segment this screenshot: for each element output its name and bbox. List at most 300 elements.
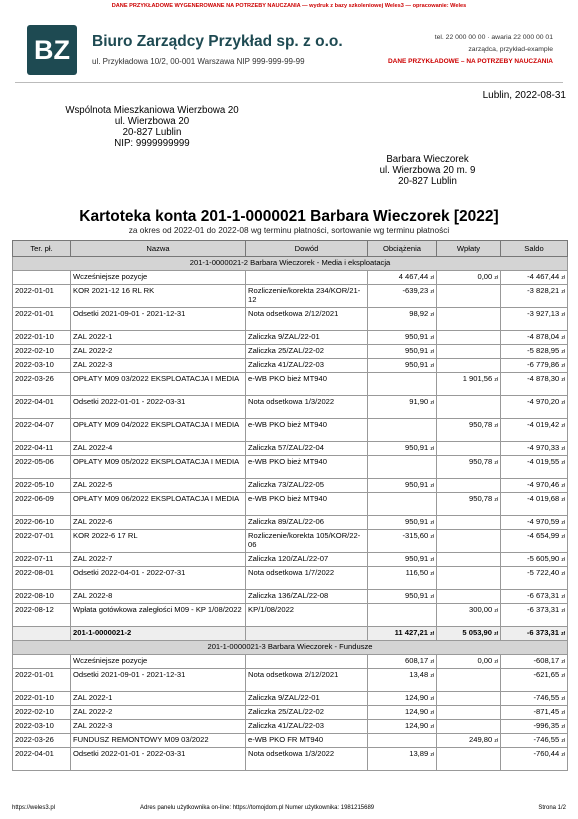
cell-value: e-WB PKO bież MT940 (248, 374, 327, 383)
cell-value: 2022-02-10 (15, 707, 54, 716)
currency-label: zł (430, 594, 434, 600)
currency-label: zł (430, 631, 434, 637)
sender-line: NIP: 9999999999 (114, 138, 190, 149)
document-date: Lublin, 2022-08-31 (482, 90, 566, 101)
cell (246, 734, 368, 748)
cell (71, 479, 246, 493)
cell-value: -4 019,42 (527, 420, 560, 429)
cell-value: 2022-04-01 (15, 749, 54, 758)
cell (13, 567, 71, 590)
cell (368, 308, 437, 331)
cell (368, 479, 437, 493)
cell (437, 720, 501, 734)
currency-label: zł (561, 483, 565, 489)
cell-value: 2022-04-11 (15, 443, 54, 452)
cell (13, 373, 71, 396)
currency-label: zł (561, 594, 565, 600)
currency-label: zł (561, 673, 565, 679)
currency-label: zł (561, 659, 565, 665)
cell-value: ZAL 2022-6 (73, 517, 113, 526)
cell (13, 516, 71, 530)
cell (368, 706, 437, 720)
cell (71, 373, 246, 396)
cell (71, 331, 246, 345)
currency-label: zł (494, 631, 498, 637)
cell-value: Nota odsetkowa 2/12/2021 (248, 309, 339, 318)
cell (437, 493, 501, 516)
table-row (13, 604, 568, 627)
cell-value: 2022-07-01 (15, 531, 54, 540)
cell-value: 0,00 (477, 272, 493, 281)
cell-value: Zaliczka 41/ZAL/22-03 (248, 360, 324, 369)
cell-value: Zaliczka 9/ZAL/22-01 (248, 693, 320, 702)
cell-value: Nota odsetkowa 2/12/2021 (248, 670, 339, 679)
cell (71, 493, 246, 516)
cell (13, 720, 71, 734)
table-row (13, 285, 568, 308)
cell-value: KP/1/08/2022 (248, 605, 295, 614)
cell (368, 748, 437, 771)
cell (246, 655, 368, 669)
table-row (13, 359, 568, 373)
cell-value: 2022-01-10 (15, 693, 54, 702)
cell-value: 2022-01-10 (15, 332, 54, 341)
cell (501, 720, 568, 734)
currency-label: zł (561, 520, 565, 526)
cell (368, 493, 437, 516)
cell-value: 950,78 (469, 420, 493, 429)
cell-value: -746,55 (533, 693, 560, 702)
cell (71, 553, 246, 567)
table-row (13, 271, 568, 285)
currency-label: zł (561, 534, 565, 540)
cell (246, 359, 368, 373)
cell (246, 285, 368, 308)
document-subtitle: za okres od 2022-01 do 2022-08 wg terminu płatności, sortowanie wg terminu płatności (128, 225, 450, 235)
cell (13, 706, 71, 720)
cell (437, 655, 501, 669)
cell-value: -4 654,99 (527, 531, 560, 540)
cell-value: 2022-06-10 (15, 517, 54, 526)
cell (13, 396, 71, 419)
cell-value: -4 878,30 (527, 374, 560, 383)
document-title: Kartoteka konta 201-1-0000021 Barbara Wieczorek [2022] (79, 208, 499, 225)
currency-label: zł (430, 571, 434, 577)
cell-value: 91,90 (409, 397, 429, 406)
cell (13, 604, 71, 627)
cell-value: Rozliczenie/korekta 234/KOR/21-12 (248, 286, 361, 304)
cell-value: -4 970,59 (527, 517, 560, 526)
cell (246, 456, 368, 479)
currency-label: zł (430, 724, 434, 730)
currency-label: zł (561, 349, 565, 355)
cell-value: 950,91 (405, 554, 429, 563)
cell-value: -3 828,21 (527, 286, 560, 295)
table-row (13, 669, 568, 692)
cell-value: 2022-08-10 (15, 591, 54, 600)
cell (13, 359, 71, 373)
cell (501, 345, 568, 359)
recipient-line: Barbara Wieczorek (386, 154, 469, 165)
cell (246, 706, 368, 720)
currency-label: zł (430, 557, 434, 563)
cell (246, 627, 368, 641)
cell-value: e-WB PKO bież MT940 (248, 494, 327, 503)
training-banner: DANE PRZYKŁADOWE WYGENEROWANE NA POTRZEBY NAUCZANIA — wydruk z bazy szkoleniowej Weles3 — opracowanie: Weles (111, 3, 467, 9)
cell (246, 271, 368, 285)
column-header: Dowód (246, 241, 368, 257)
cell (501, 493, 568, 516)
cell (368, 604, 437, 627)
cell (368, 692, 437, 706)
recipient-line: ul. Wierzbowa 20 m. 9 (379, 165, 476, 176)
cell (71, 359, 246, 373)
table-row (13, 345, 568, 359)
cell (13, 669, 71, 692)
cell-value: 950,91 (405, 360, 429, 369)
cell (246, 669, 368, 692)
cell (501, 308, 568, 331)
table-row (13, 456, 568, 479)
cell-value: -6 373,31 (527, 605, 560, 614)
currency-label: zł (561, 608, 565, 614)
cell (71, 456, 246, 479)
currency-label: zł (494, 608, 498, 614)
table-row (13, 567, 568, 590)
recipient-block (350, 154, 505, 187)
table-row (13, 396, 568, 419)
cell (13, 285, 71, 308)
cell-value: -4 970,46 (527, 480, 560, 489)
currency-label: zł (494, 460, 498, 466)
cell (246, 530, 368, 553)
table-row (13, 308, 568, 331)
cell (71, 271, 246, 285)
cell (13, 553, 71, 567)
cell (437, 271, 501, 285)
cell-value: -4 467,44 (527, 272, 560, 281)
cell (71, 516, 246, 530)
cell (501, 419, 568, 442)
table-row (13, 734, 568, 748)
ledger-body (13, 257, 568, 771)
cell-value: -996,35 (533, 721, 560, 730)
currency-label: zł (430, 520, 434, 526)
cell (368, 359, 437, 373)
cell-value: 950,91 (405, 332, 429, 341)
cell-value: OPŁATY M09 06/2022 EKSPLOATACJA I MEDIA (73, 494, 240, 503)
cell (501, 604, 568, 627)
company-name: Biuro Zarządcy Przykład sp. z o.o. (92, 33, 343, 50)
cell (437, 604, 501, 627)
cell-value: Wpłata gotówkowa zaległości M09 - KP 1/08/2022 (73, 605, 242, 614)
currency-label: zł (430, 483, 434, 489)
cell-value: 950,91 (405, 517, 429, 526)
cell-value: -6 373,31 (526, 628, 559, 637)
cell (71, 530, 246, 553)
currency-label: zł (561, 377, 565, 383)
currency-label: zł (561, 312, 565, 318)
table-row (13, 419, 568, 442)
cell-value: ZAL 2022-2 (73, 346, 113, 355)
cell (71, 720, 246, 734)
table-row (13, 530, 568, 553)
cell (13, 442, 71, 456)
currency-label: zł (494, 423, 498, 429)
footer-website: https://weles3.pl (12, 805, 56, 811)
cell (13, 627, 71, 641)
cell (71, 396, 246, 419)
cell (501, 706, 568, 720)
currency-label: zł (561, 752, 565, 758)
cell (437, 442, 501, 456)
cell-value: OPŁATY M09 04/2022 EKSPLOATACJA I MEDIA (73, 420, 240, 429)
cell (71, 706, 246, 720)
cell-value: 4 467,44 (398, 272, 429, 281)
column-header: Ter. pł. (13, 241, 71, 257)
cell-value: 2022-05-10 (15, 480, 54, 489)
cell (246, 590, 368, 604)
cell-value: -4 019,55 (527, 457, 560, 466)
column-header: Saldo (501, 241, 568, 257)
cell (437, 479, 501, 493)
cell-value: ZAL 2022-2 (73, 707, 113, 716)
cell-value: -4 970,33 (527, 443, 560, 452)
cell-value: 2022-01-01 (15, 670, 54, 679)
cell (246, 567, 368, 590)
cell (368, 530, 437, 553)
cell-value: 201-1-0000021-2 (73, 628, 132, 637)
cell (246, 479, 368, 493)
cell (501, 553, 568, 567)
cell-value: 2022-04-01 (15, 397, 54, 406)
table-row (13, 720, 568, 734)
cell (71, 442, 246, 456)
cell (501, 373, 568, 396)
cell-value: 2022-01-01 (15, 309, 54, 318)
cell (437, 669, 501, 692)
cell (246, 396, 368, 419)
account-ledger-table (12, 240, 568, 771)
cell-value: ZAL 2022-5 (73, 480, 113, 489)
cell (246, 419, 368, 442)
cell (13, 308, 71, 331)
sender-block (42, 105, 262, 149)
cell-value: Odsetki 2021-09-01 - 2021-12-31 (73, 670, 186, 679)
cell-value: Odsetki 2021-09-01 - 2021-12-31 (73, 309, 186, 318)
company-logo: BZ (27, 25, 77, 75)
currency-label: zł (494, 275, 498, 281)
cell-value: FUNDUSZ REMONTOWY M09 03/2022 (73, 735, 209, 744)
cell (246, 442, 368, 456)
cell-value: 116,50 (405, 568, 429, 577)
cell (368, 734, 437, 748)
cell (13, 748, 71, 771)
cell (501, 271, 568, 285)
currency-label: zł (430, 710, 434, 716)
cell-value: 124,90 (405, 721, 429, 730)
currency-label: zł (430, 673, 434, 679)
cell (437, 456, 501, 479)
sender-line: Wspólnota Mieszkaniowa Wierzbowa 20 (65, 105, 239, 116)
cell (13, 271, 71, 285)
cell-value: 608,17 (405, 656, 429, 665)
cell (501, 627, 568, 641)
cell (437, 396, 501, 419)
cell-value: 2022-03-26 (15, 374, 54, 383)
cell (368, 590, 437, 604)
cell (13, 493, 71, 516)
cell-value: -639,23 (402, 286, 429, 295)
recipient-line: 20-827 Lublin (398, 176, 457, 187)
table-row (13, 442, 568, 456)
cell (246, 553, 368, 567)
cell (437, 359, 501, 373)
cell-value: 2022-03-10 (15, 721, 54, 730)
cell (437, 627, 501, 641)
cell-value: 1 901,56 (462, 374, 493, 383)
cell-value: Nota odsetkowa 1/3/2022 (248, 749, 335, 758)
cell-value: ZAL 2022-3 (73, 721, 113, 730)
cell (368, 627, 437, 641)
cell (368, 655, 437, 669)
table-row (13, 692, 568, 706)
currency-label: zł (494, 377, 498, 383)
cell-value: 249,80 (469, 735, 493, 744)
cell-value: 13,89 (409, 749, 429, 758)
cell-value: -760,44 (533, 749, 560, 758)
cell (437, 345, 501, 359)
cell-value: Wcześniejsze pozycje (73, 656, 148, 665)
cell-value: -746,55 (533, 735, 560, 744)
cell-value: ZAL 2022-8 (73, 591, 113, 600)
cell (13, 456, 71, 479)
cell (246, 748, 368, 771)
cell (437, 567, 501, 590)
table-row (13, 479, 568, 493)
cell-value: 950,78 (469, 457, 493, 466)
currency-label: zł (561, 423, 565, 429)
cell-value: 950,78 (469, 494, 493, 503)
table-row (13, 590, 568, 604)
cell (246, 604, 368, 627)
cell (71, 345, 246, 359)
cell-value: 2022-08-01 (15, 568, 54, 577)
footer-page-number: Strona 1/2 (538, 805, 566, 811)
cell (501, 516, 568, 530)
section-total-row (13, 627, 568, 641)
cell (437, 553, 501, 567)
cell-value: Nota odsetkowa 1/7/2022 (248, 568, 335, 577)
cell (501, 590, 568, 604)
cell (246, 493, 368, 516)
cell (13, 530, 71, 553)
table-row (13, 655, 568, 669)
cell-value: Odsetki 2022-01-01 - 2022-03-31 (73, 749, 186, 758)
column-header: Nazwa (71, 241, 246, 257)
cell (501, 748, 568, 771)
cell-value: 2022-02-10 (15, 346, 54, 355)
cell (437, 331, 501, 345)
cell (368, 442, 437, 456)
cell (368, 285, 437, 308)
table-row (13, 553, 568, 567)
cell-value: -5 722,40 (527, 568, 560, 577)
cell (71, 604, 246, 627)
cell (13, 479, 71, 493)
cell-value: ZAL 2022-3 (73, 360, 113, 369)
cell-value: e-WB PKO FR MT940 (248, 735, 324, 744)
table-row (13, 373, 568, 396)
section-header-row (13, 257, 568, 271)
cell-value: Nota odsetkowa 1/3/2022 (248, 397, 335, 406)
cell-value: Rozliczenie/korekta 105/KOR/22-06 (248, 531, 361, 549)
cell-value: 300,00 (469, 605, 493, 614)
cell-value: ZAL 2022-4 (73, 443, 113, 452)
cell-value: Zaliczka 57/ZAL/22-04 (248, 443, 324, 452)
section-header-row (13, 641, 568, 655)
cell-value: ZAL 2022-1 (73, 693, 113, 702)
cell (13, 331, 71, 345)
cell-value: 950,91 (405, 346, 429, 355)
cell-value: Odsetki 2022-04-01 - 2022-07-31 (73, 568, 186, 577)
cell (437, 692, 501, 706)
cell (368, 419, 437, 442)
cell (71, 567, 246, 590)
cell (437, 285, 501, 308)
currency-label: zł (561, 335, 565, 341)
cell (368, 669, 437, 692)
table-row (13, 331, 568, 345)
cell (501, 530, 568, 553)
currency-label: zł (561, 557, 565, 563)
cell-value: -871,45 (533, 707, 560, 716)
currency-label: zł (430, 349, 434, 355)
company-note: zarządca, przykład-example (468, 46, 553, 53)
cell-value: 124,90 (405, 693, 429, 702)
currency-label: zł (430, 659, 434, 665)
currency-label: zł (561, 460, 565, 466)
cell (71, 285, 246, 308)
cell (501, 479, 568, 493)
cell (71, 590, 246, 604)
cell (368, 456, 437, 479)
cell (368, 331, 437, 345)
footer-panel-info: Adres panelu użytkownika on-line: https://tomojdom.pl Numer użytkownika: 1981215689 (140, 805, 375, 811)
cell (71, 748, 246, 771)
cell-value: OPŁATY M09 05/2022 EKSPLOATACJA I MEDIA (73, 457, 240, 466)
cell (71, 419, 246, 442)
cell-value: -5 605,90 (527, 554, 560, 563)
cell (13, 692, 71, 706)
currency-label: zł (561, 275, 565, 281)
cell (13, 734, 71, 748)
cell (368, 396, 437, 419)
cell (368, 345, 437, 359)
cell-value: 11 427,21 (394, 628, 428, 637)
cell (501, 456, 568, 479)
currency-label: zł (561, 497, 565, 503)
header-divider (15, 82, 563, 83)
cell-value: Odsetki 2022-01-01 - 2022-03-31 (73, 397, 186, 406)
cell (246, 308, 368, 331)
cell-value: 2022-07-11 (15, 554, 54, 563)
currency-label: zł (561, 446, 565, 452)
currency-label: zł (561, 696, 565, 702)
cell (501, 396, 568, 419)
cell (437, 734, 501, 748)
cell-value: -3 927,13 (527, 309, 560, 318)
